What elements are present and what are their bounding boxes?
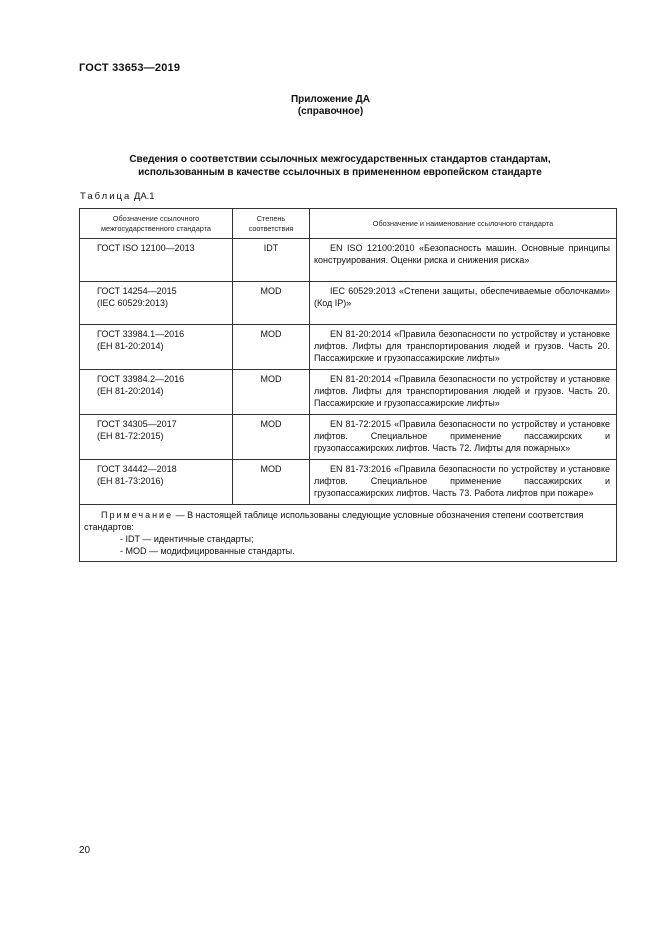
- cell-reference: [310, 460, 617, 505]
- cell-reference: [310, 282, 617, 325]
- annex-subtitle: (справочное): [297, 106, 364, 117]
- table-row: [80, 415, 617, 460]
- table-row: [80, 239, 617, 282]
- standard-equivalent: (ЕН 81-20:2014): [97, 341, 164, 351]
- note-intro: [84, 509, 608, 533]
- cell-degree: MOD: [233, 370, 310, 415]
- standard-equivalent: (IEC 60529:2013): [97, 298, 169, 308]
- table-caption-number: ДА.1: [131, 191, 155, 202]
- cell-degree: MOD: [233, 460, 310, 505]
- standard-code: ГОСТ ISO 12100—2013: [97, 243, 195, 253]
- document-code: ГОСТ 33653—2019: [79, 62, 181, 74]
- section-heading: [90, 153, 590, 179]
- table-header-row: [80, 209, 617, 239]
- cell-standard: [80, 325, 233, 370]
- reference-text: EN ISO 12100:2010 «Безопасность машин. Основные принципы конструирования. Оценки риска и снижения риска»: [314, 243, 610, 265]
- note-item-mod: - MOD — модифицированные стандарты.: [120, 546, 295, 556]
- reference-text: IEC 60529:2013 «Степени защиты, обеспечиваемые оболочками» (Код IP)»: [314, 286, 610, 308]
- cell-degree: IDT: [233, 239, 310, 282]
- column-header-degree-line-2: соответствия: [248, 223, 294, 233]
- reference-text: EN 81-20:2014 «Правила безопасности по устройству и установке лифтов. Лифты для транспортирования людей и грузов. Часть 20. Пассажирские и грузопассажирские лифты»: [314, 374, 610, 408]
- cell-degree: MOD: [233, 415, 310, 460]
- cell-standard: [80, 239, 233, 282]
- table-row: [80, 282, 617, 325]
- standard-equivalent: (ЕН 81-72:2015): [97, 431, 164, 441]
- table-row: [80, 370, 617, 415]
- cell-standard: [80, 415, 233, 460]
- column-header-reference: [310, 209, 617, 239]
- correspondence-table: [79, 208, 617, 562]
- reference-text: EN 81-72:2015 «Правила безопасности по устройству и установке лифтов. Специальное применение пассажирских и грузопассажирских лифтов. Часть 72. Лифты для пожарных»: [314, 419, 610, 453]
- cell-reference: [310, 325, 617, 370]
- standard-code: ГОСТ 34442—2018: [97, 464, 177, 474]
- cell-reference: [310, 239, 617, 282]
- reference-text: EN 81-73:2016 «Правила безопасности по устройству и установке лифтов. Специальное применение пассажирских и грузопассажирских лифтов. Часть 73. Работа лифтов при пожаре»: [314, 464, 610, 498]
- note-text: — В настоящей таблице использованы следующие условные обозначения степени соответствия стандартов:: [84, 510, 584, 532]
- standard-code: ГОСТ 33984.2—2016: [97, 374, 185, 384]
- annex-header: [0, 94, 661, 118]
- cell-reference: [310, 415, 617, 460]
- page-number: 20: [79, 845, 91, 856]
- cell-degree: MOD: [233, 282, 310, 325]
- cell-degree: MOD: [233, 325, 310, 370]
- cell-standard: [80, 370, 233, 415]
- standard-code: ГОСТ 14254—2015: [97, 286, 177, 296]
- table-note-row: [80, 505, 617, 562]
- table-caption-word: Таблица: [80, 191, 132, 202]
- column-header-degree-line-1: Степень: [256, 213, 286, 223]
- column-header-standard: [80, 209, 233, 239]
- cell-standard: [80, 282, 233, 325]
- standard-equivalent: (ЕН 81-20:2014): [97, 386, 164, 396]
- heading-line-1: Сведения о соответствии ссылочных межгосударственных стандартов стандартам,: [129, 154, 551, 165]
- heading-line-2: использованным в качестве ссылочных в примененном европейском стандарте: [138, 167, 542, 178]
- column-header-reference-line-1: Обозначение и наименование ссылочного стандарта: [372, 218, 554, 228]
- standard-code: ГОСТ 34305—2017: [97, 419, 177, 429]
- table-row: [80, 325, 617, 370]
- note-label: Примечание: [101, 510, 174, 520]
- column-header-standard-line-2: межгосударственного стандарта: [101, 223, 211, 233]
- reference-text: EN 81-20:2014 «Правила безопасности по устройству и установке лифтов. Лифты для транспортирования людей и грузов. Часть 20. Пассажирские и грузопассажирские лифты»: [314, 329, 610, 363]
- table-row: [80, 460, 617, 505]
- standard-equivalent: (ЕН 81-73:2016): [97, 476, 164, 486]
- table-note: [80, 505, 617, 562]
- column-header-standard-line-1: Обозначение ссылочного: [112, 213, 200, 223]
- cell-reference: [310, 370, 617, 415]
- note-item-idt: - IDT — идентичные стандарты;: [120, 534, 254, 544]
- annex-title: Приложение ДА: [290, 94, 371, 105]
- table-caption: [80, 191, 155, 202]
- standard-code: ГОСТ 33984.1—2016: [97, 329, 185, 339]
- column-header-degree: [233, 209, 310, 239]
- cell-standard: [80, 460, 233, 505]
